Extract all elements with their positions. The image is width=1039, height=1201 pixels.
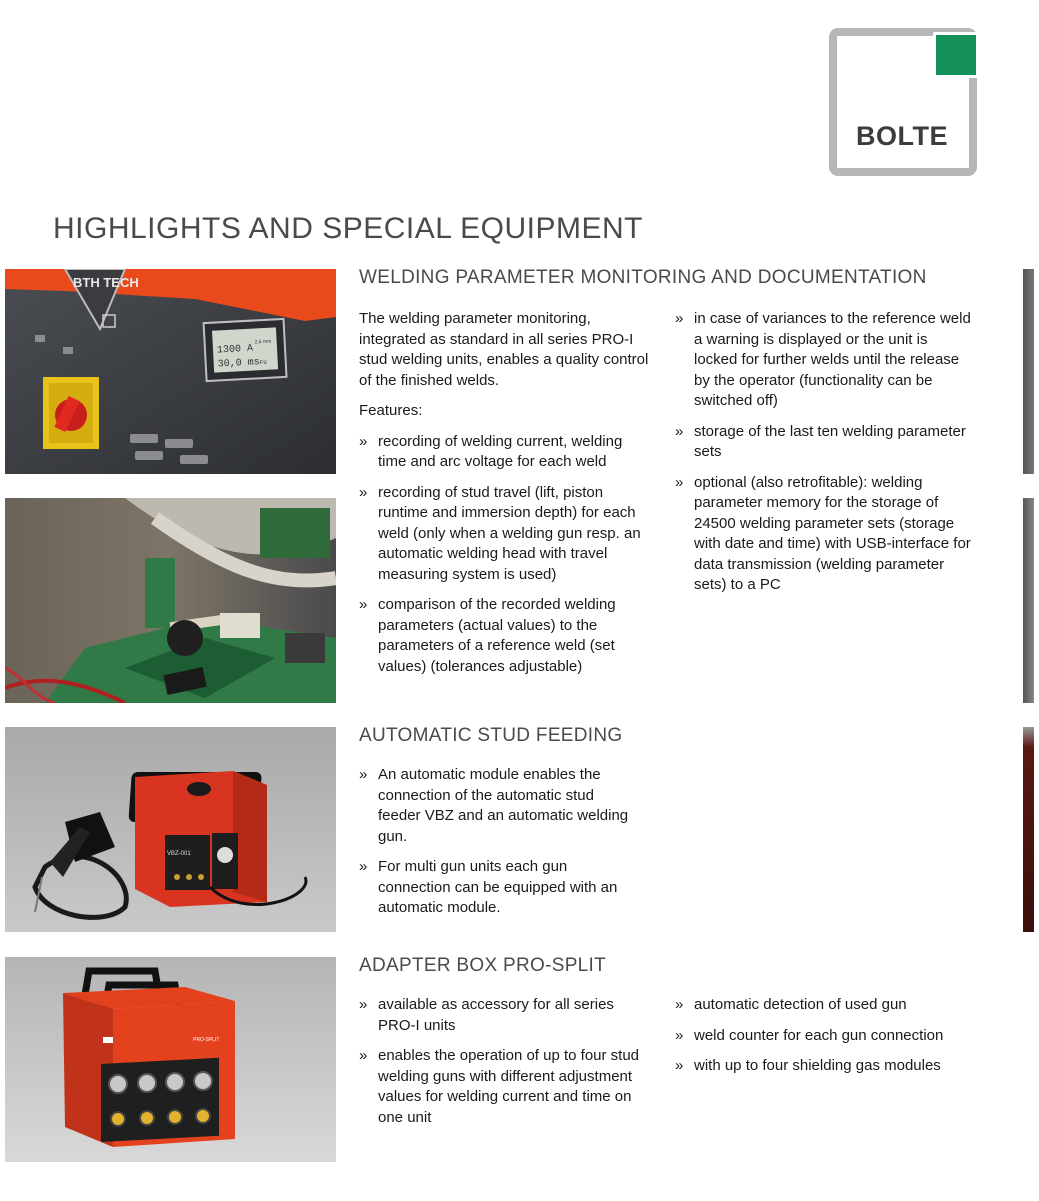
display-line-2: 30,0 ms	[217, 357, 261, 371]
list-item: » For multi gun units each gun connection can be equipped with an automatic module.	[359, 857, 631, 919]
list-item: » recording of stud travel (lift, piston runtime and immersion depth) for each weld (only when a welding gun resp. an automatic welding head with travel measuring system is used)	[359, 483, 651, 586]
stud-feeding-list	[359, 765, 631, 919]
list-item: » available as accessory for all series PRO-I units	[359, 995, 651, 1036]
logo-text: BOLTE	[856, 121, 948, 151]
stud-feeding-column	[359, 765, 631, 929]
display-small-2: Fü	[259, 359, 267, 367]
list-item: » recording of welding current, welding time and arc voltage for each weld	[359, 432, 651, 473]
page-title: HIGHLIGHTS AND SPECIAL EQUIPMENT	[53, 212, 643, 245]
monitoring-feature-list	[359, 432, 651, 678]
adapter-box-list	[359, 995, 651, 1128]
edge-strip-1	[1023, 269, 1034, 474]
display-line-1: 1300 A	[216, 343, 254, 357]
section-title-monitoring: WELDING PARAMETER MONITORING AND DOCUMENTATION	[359, 267, 927, 288]
adapter-box-list-right	[675, 995, 975, 1077]
list-item: » storage of the last ten welding parameter sets	[675, 422, 971, 463]
list-item: » weld counter for each gun connection	[675, 1026, 975, 1047]
display-small-1: 2.6 mm	[254, 338, 272, 346]
monitoring-intro: The welding parameter monitoring, integrated as standard in all series PRO-I stud welding units, enables a quality control of the finished welds.	[359, 310, 649, 389]
list-item: » with up to four shielding gas modules	[675, 1056, 975, 1077]
logo-green-square	[933, 32, 979, 78]
control-panel-photo	[5, 269, 336, 474]
adapter-box-right-column	[675, 995, 975, 1087]
monitoring-feature-list-right	[675, 309, 971, 596]
panel-brand-text: BTH TECH	[73, 275, 139, 290]
list-item: » in case of variances to the reference weld a warning is displayed or the unit is locked for further welds until the release by the operator (functionality can be switched off)	[675, 309, 971, 412]
bolte-logo	[829, 28, 977, 176]
list-item: » enables the operation of up to four stud welding guns with different adjustment values for welding current and time on one unit	[359, 1046, 651, 1128]
features-label: Features:	[359, 402, 423, 419]
section-title-stud-feeding: AUTOMATIC STUD FEEDING	[359, 725, 623, 746]
list-item: » An automatic module enables the connection of the automatic stud feeder VBZ and an automatic welding gun.	[359, 765, 631, 847]
circuit-board-photo	[5, 498, 336, 703]
stud-feeder-photo	[5, 727, 336, 932]
feeder-label: VBZ-001	[167, 851, 191, 857]
monitoring-left-column	[359, 309, 651, 687]
edge-strip-2	[1023, 498, 1034, 703]
section-title-adapter-box: ADAPTER BOX PRO-SPLIT	[359, 955, 607, 976]
list-item: » comparison of the recorded welding parameters (actual values) to the parameters of a reference weld (set values) (tolerances adjustable)	[359, 595, 651, 677]
list-item: » automatic detection of used gun	[675, 995, 975, 1016]
list-item: » optional (also retrofitable): welding parameter memory for the storage of 24500 welding parameter sets (storage with date and time) with USB-interface for data transmission (welding parameter sets) to a PC	[675, 473, 971, 596]
adapter-box-photo	[5, 957, 336, 1162]
adapter-box-left-column	[359, 995, 651, 1138]
edge-strip-3	[1023, 727, 1034, 932]
monitoring-right-column	[675, 309, 971, 606]
adapter-box-label: PRO-SPLIT	[193, 1037, 220, 1043]
